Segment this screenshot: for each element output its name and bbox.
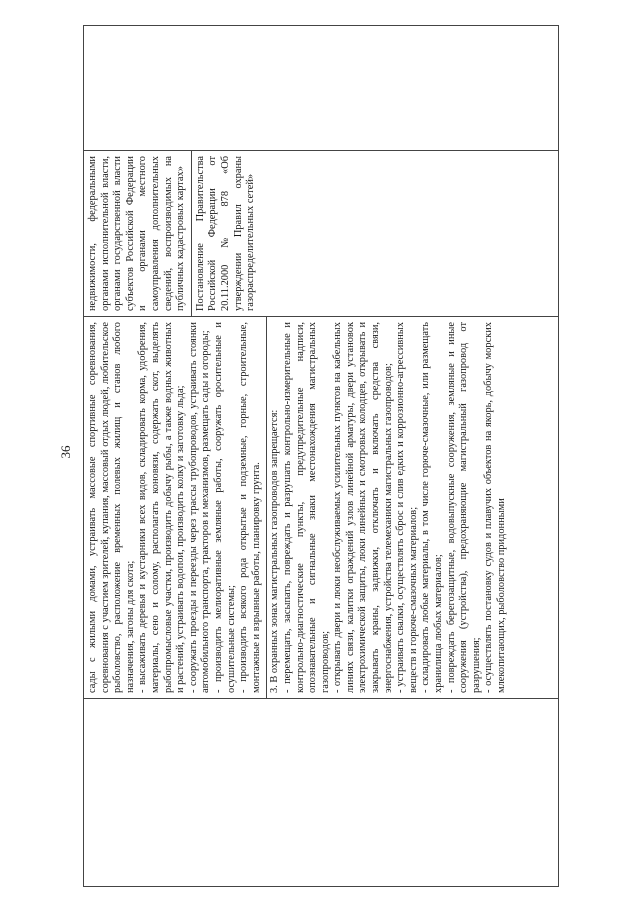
table-frame: [83, 25, 559, 887]
restriction-paragraph: - складировать любые материалы, в том числе горюче-смазочные, или размещать хранилища любых материалов;: [420, 322, 445, 693]
restriction-paragraph: - перемещать, засыпать, повреждать и разрушать контрольно-измерительные и контрольно-диагностические пункты, предупредительные надписи, опознавательные и сигнальные знаки местонахождения магистральных газопроводов;: [281, 322, 331, 693]
rotated-table-sheet: [83, 25, 559, 887]
section-heading: 3. В охранных зонах магистральных газопроводов запрещается:: [269, 409, 281, 693]
legal-reference-decree-878: Постановление Правительства Российской Федерации от 20.11.2000 № 878 «Об утверждении Правил охраны газораспределительных сетей»: [194, 156, 257, 311]
table-column-restrictions: [84, 316, 558, 698]
table-column-empty-left: [84, 698, 558, 886]
restriction-paragraph: - устраивать свалки, осуществлять сброс и слив едких и коррозионно-агрессивных веществ и горюче-смазочных материалов;: [395, 322, 419, 693]
page-number: 36: [58, 445, 73, 459]
row-divider: [191, 151, 192, 316]
rotated-content: [83, 25, 559, 887]
restriction-paragraph: - осуществлять постановку судов и плавучих объектов на якорь, добычу морских млекопитающих, рыболовство придонными: [483, 322, 507, 693]
restriction-paragraph: - сооружать проезды и переезды через трассы трубопроводов, устраивать стоянки автомобильного транспорта, тракторов и механизмов, размещать сады и огороды;: [187, 322, 212, 693]
legal-reference-cadastral: недвижимости, федеральными органами исполнительной власти, органами государственной власти субъектов Российской Федерации и органами местного самоуправления дополнительных сведений, воспроизводимых на публичных кадастровых картах»: [87, 156, 187, 311]
table-column-legal-basis: [84, 150, 558, 316]
restriction-paragraph: - повреждать берегозащитные, водовыпускные сооружения, земляные и иные сооружения (устройства), предохраняющие магистральный газопровод от разрушения;: [445, 322, 482, 693]
restriction-paragraph: сады с жилыми домами, устраивать массовые спортивные соревнования, соревнования с участием зрителей, купания, массовый отдых людей, любительское рыболовство, расположение временных полевых жилищ и станов любого назначения, загоны для скота;: [87, 322, 136, 693]
restriction-paragraph: - высаживать деревья и кустарники всех видов, складировать корма, удобрения, материалы, сено и солому, располагать коновязи, содержать скот, выделять рыбопромысловые участки, производить добычу рыбы, а также водных животных и растений, устраивать водопои, производить колку и заготовку льда;: [137, 322, 187, 693]
restriction-paragraph: - производить мелиоративные земляные работы, сооружать оросительные и осушительные системы;: [212, 322, 237, 693]
restriction-paragraph: - производить всякого рода открытые и подземные, горные, строительные, монтажные и взрывные работы, планировку грунта.: [238, 322, 262, 693]
restriction-paragraph: - открывать двери и люки необслуживаемых усилительных пунктов на кабельных линиях связи, калитки ограждений узлов линейной арматуры, двери установок электрохимической защиты, люки линейных и смотровых колодцев, открывать и закрывать краны, задвижки, отключать и включать средства связи, энергоснабжения, устройства телемеханики магистральных газопроводов;: [332, 322, 394, 693]
row-divider: [266, 317, 267, 698]
table-column-empty-right: [84, 26, 558, 150]
